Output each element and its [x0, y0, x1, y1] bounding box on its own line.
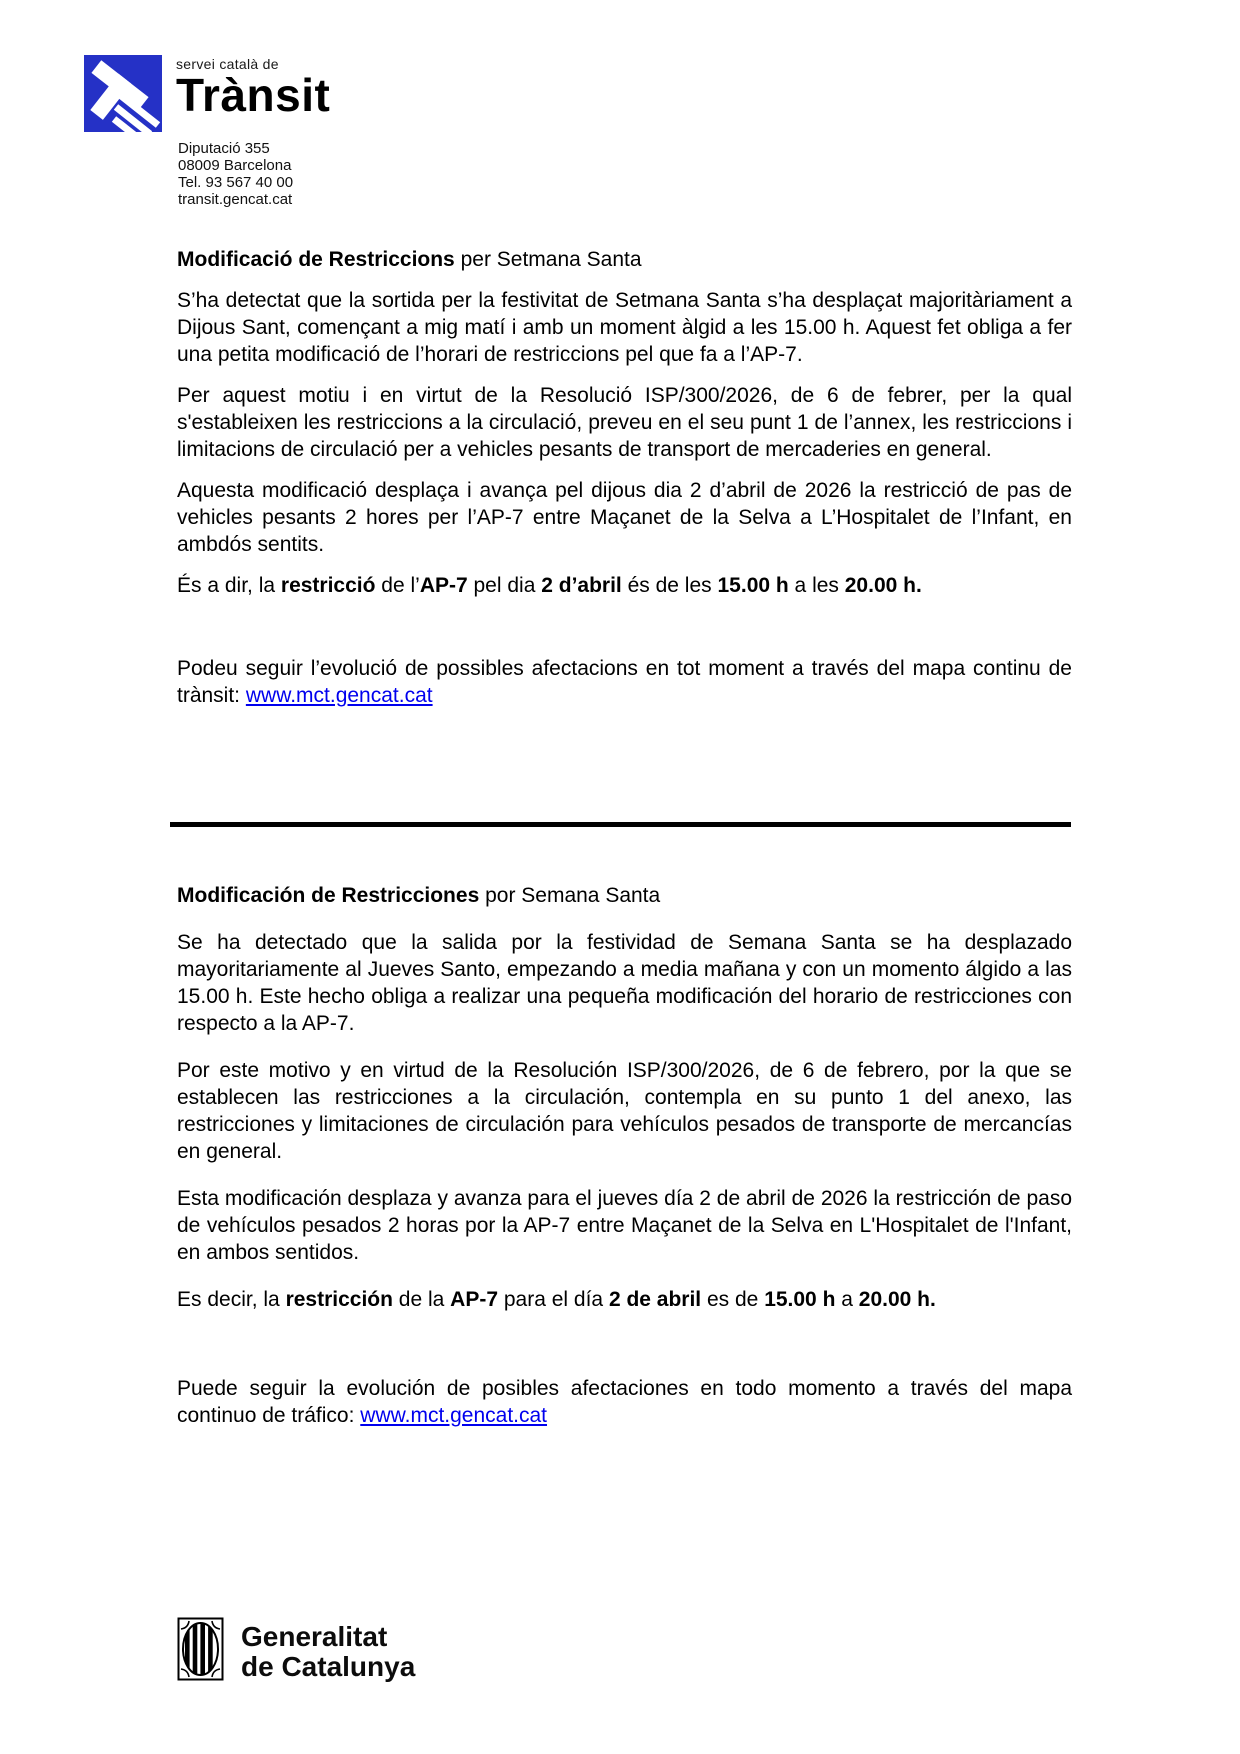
text-segment: a les	[788, 574, 845, 597]
address-street: Diputació 355	[178, 140, 270, 157]
paragraph-ca-restriction	[177, 572, 1072, 599]
text-segment-bold: AP-7	[450, 1288, 499, 1311]
transit-logo-icon	[84, 55, 162, 132]
title-spanish	[177, 882, 1072, 909]
text-segment-bold: AP-7	[419, 574, 468, 597]
section-spanish	[177, 882, 1072, 1429]
text-segment: és de les	[621, 574, 718, 597]
paragraph-es-followup	[177, 1375, 1072, 1429]
text-segment-bold: 20.00 h.	[844, 574, 922, 597]
section-catalan	[177, 246, 1072, 709]
text-segment: Podeu seguir l’evolució de possibles afectacions en tot moment a través del mapa continu de trànsit:	[177, 657, 1072, 707]
text-segment: a	[835, 1288, 859, 1311]
text-segment-bold: 2 de abril	[608, 1288, 702, 1311]
text-segment-bold: 15.00 h	[717, 574, 789, 597]
logo-text-block	[176, 56, 331, 121]
generalitat-wordmark	[241, 1615, 415, 1682]
paragraph-es-1: Se ha detectado que la salida por la festividad de Semana Santa se ha desplazado mayoritariamente al Jueves Santo, empezando a media mañana y con un momento álgido a las 15.00 h. Este hecho obliga a realizar una pequeña modificación del horario de restricciones con respecto a la AP-7.	[177, 931, 1072, 1035]
text-segment: es de	[701, 1288, 765, 1311]
text-segment-bold: restricció	[280, 574, 376, 597]
address-city: 08009 Barcelona	[178, 157, 292, 174]
title-spanish-rest: por Semana Santa	[479, 884, 661, 907]
title-catalan	[177, 246, 1072, 273]
logo-tagline: servei català de	[176, 56, 279, 72]
text-segment: de la	[392, 1288, 451, 1311]
text-segment: Puede seguir la evolución de posibles afectaciones en todo momento a través del mapa continuo de tráfico:	[177, 1377, 1072, 1427]
address-block	[178, 140, 293, 208]
paragraph-es-3: Esta modificación desplaza y avanza para el jueves día 2 de abril de 2026 la restricción de paso de vehículos pesados 2 horas por la AP-7 entre Maçanet de la Selva en L'Hospitalet de l'Infant, en ambos sentidos.	[177, 1187, 1072, 1264]
section-divider	[170, 822, 1071, 827]
text-segment-bold: restricción	[285, 1288, 393, 1311]
text-segment: de l’	[375, 574, 420, 597]
logo-brand: Trànsit	[176, 69, 331, 121]
paragraph-ca-1: S’ha detectat que la sortida per la festivitat de Setmana Santa s’ha desplaçat majoritàriament a Dijous Sant, començant a mig matí i amb un moment àlgid a les 15.00 h. Aquest fet obliga a fer una petita modificació de l’horari de restriccions pel que fa a l’AP-7.	[177, 289, 1072, 366]
paragraph-es-restriction	[177, 1286, 1072, 1313]
title-spanish-bold: Modificación de Restricciones	[177, 884, 480, 907]
text-segment-bold: 2 d’abril	[541, 574, 622, 597]
generalitat-line2: de Catalunya	[241, 1651, 416, 1682]
text-segment: És a dir, la	[177, 574, 281, 597]
paragraph-ca-followup	[177, 655, 1072, 709]
address-website: transit.gencat.cat	[178, 191, 293, 208]
paragraph-ca-3: Aquesta modificació desplaça i avança pel dijous dia 2 d’abril de 2026 la restricció de pas de vehicles pesants 2 hores per l’AP-7 entre Maçanet de la Selva a L’Hospitalet de l’Infant, en ambdós sentits.	[177, 479, 1072, 556]
text-segment: pel dia	[467, 574, 542, 597]
paragraph-ca-2: Per aquest motiu i en virtut de la Resolució ISP/300/2026, de 6 de febrer, per la qual s'estableixen les restriccions a la circulació, preveu en el seu punt 1 de l’annex, les restriccions i limitacions de circulació per a vehicles pesants de transport de mercaderies en general.	[177, 384, 1072, 461]
address-phone: Tel. 93 567 40 00	[178, 174, 294, 191]
title-catalan-rest: per Setmana Santa	[454, 248, 642, 271]
text-segment: Es decir, la	[177, 1288, 286, 1311]
text-segment-bold: 15.00 h	[764, 1288, 836, 1311]
text-segment-bold: 20.00 h.	[858, 1288, 936, 1311]
mct-link-catalan[interactable]: www.mct.gencat.cat	[245, 684, 433, 707]
footer	[177, 1615, 415, 1682]
generalitat-seal-icon	[177, 1617, 224, 1681]
text-segment: para el día	[498, 1288, 609, 1311]
generalitat-line1: Generalitat	[241, 1621, 388, 1652]
title-catalan-bold: Modificació de Restriccions	[177, 248, 455, 271]
mct-link-spanish[interactable]: www.mct.gencat.cat	[360, 1404, 548, 1427]
paragraph-es-2: Por este motivo y en virtud de la Resolución ISP/300/2026, de 6 de febrero, por la que se establecen las restricciones a la circulación, contempla en su punto 1 del anexo, las restricciones y limitaciones de circulación para vehículos pesados de transporte de mercancías en general.	[177, 1059, 1072, 1163]
